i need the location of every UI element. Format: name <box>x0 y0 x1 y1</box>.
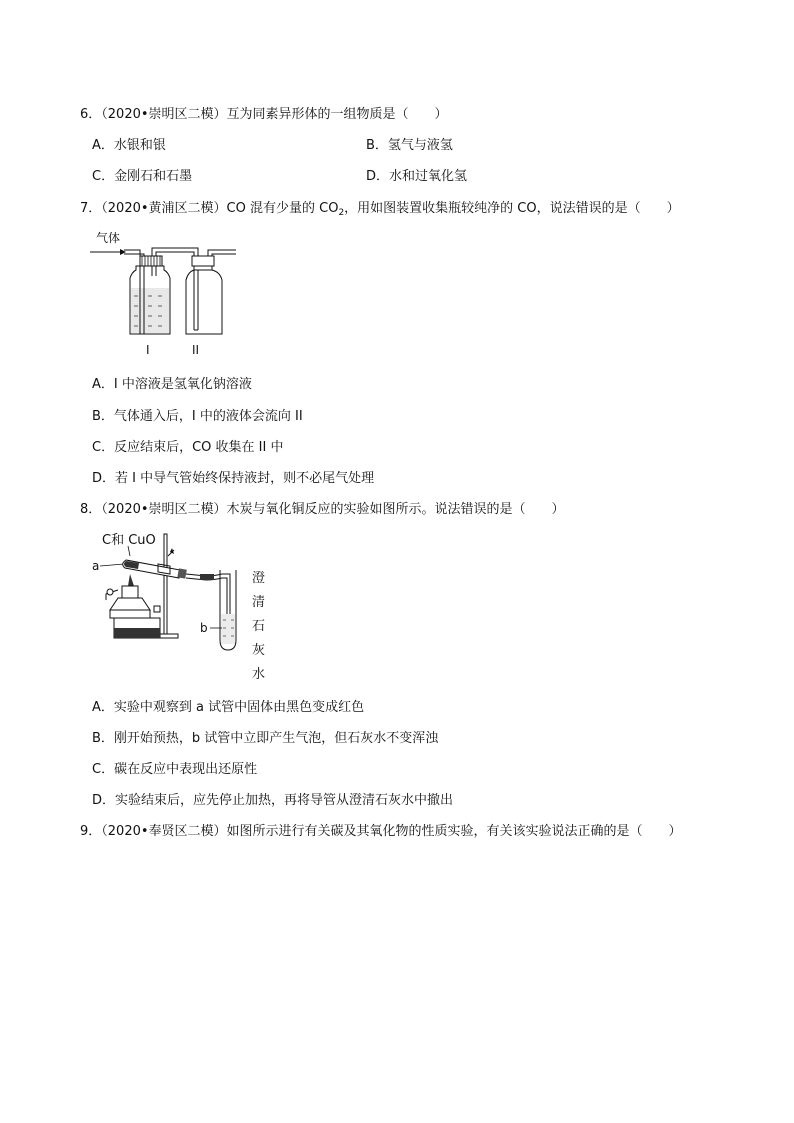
rubber-tube <box>200 574 214 580</box>
question-text: CO 混有少量的 CO <box>226 201 339 216</box>
question-8-stem <box>80 498 565 517</box>
question-text: 木炭与氧化铜反应的实验如图所示。说法错误的是（ ） <box>226 502 565 517</box>
bottle-i <box>130 256 170 334</box>
question-number: 9． <box>80 824 102 839</box>
gas-label: 气体 <box>96 231 121 245</box>
question-text: 如图所示进行有关碳及其氧化物的性质实验，有关该实验说法正确的是（ ） <box>226 824 682 839</box>
label-a: a <box>92 559 100 573</box>
question-7-stem <box>80 197 680 218</box>
question-source: （2020•崇明区二模） <box>101 502 227 517</box>
carbon-copper-oxide-apparatus-figure <box>88 530 278 680</box>
question-8-option-d[interactable]: D．实验结束后，应先停止加热，再将导管从澄清石灰水中撤出 <box>92 793 454 808</box>
alcohol-lamp <box>106 574 160 638</box>
question-7-option-d[interactable]: D．若 I 中导气管始终保持液封，则不必尾气处理 <box>92 471 375 486</box>
label-b: b <box>200 621 208 635</box>
question-8-option-c[interactable]: C．碳在反应中表现出还原性 <box>92 762 258 777</box>
question-8-option-b[interactable]: B．刚开始预热，b 试管中立即产生气泡，但石灰水不变浑浊 <box>92 731 439 746</box>
question-number: 7． <box>80 201 102 216</box>
limewater-char-1: 澄 <box>252 571 266 586</box>
question-text-cont: ，用如图装置收集瓶较纯净的 CO，说法错误的是（ ） <box>344 201 680 216</box>
question-text: 互为同素异形体的一组物质是（ ） <box>226 107 448 122</box>
test-tube-b <box>220 570 236 650</box>
question-9-stem <box>80 820 682 839</box>
question-6-option-a[interactable]: A．水银和银 <box>92 138 166 153</box>
limewater-char-4: 灰 <box>252 643 266 658</box>
bottle-i-label: I <box>146 343 150 357</box>
question-7-option-c[interactable]: C．反应结束后，CO 收集在 II 中 <box>92 440 284 455</box>
subscript-2: 2 <box>338 208 345 218</box>
limewater-char-2: 清 <box>252 595 266 610</box>
bottle-ii <box>186 256 222 334</box>
question-number: 6． <box>80 107 102 122</box>
question-8-option-a[interactable]: A．实验中观察到 a 试管中固体由黑色变成红色 <box>92 700 365 715</box>
question-7-option-b[interactable]: B．气体通入后，I 中的液体会流向 II <box>92 409 303 424</box>
test-tube-a <box>123 560 187 579</box>
question-source: （2020•崇明区二模） <box>101 107 227 122</box>
question-6-option-b[interactable]: B．氢气与液氢 <box>366 138 453 153</box>
bottle-ii-label: II <box>192 343 200 357</box>
question-6-option-c[interactable]: C．金刚石和石墨 <box>92 169 193 184</box>
question-source: （2020•奉贤区二模） <box>101 824 227 839</box>
reactant-label: C和 CuO <box>102 533 156 548</box>
limewater-char-5: 水 <box>252 667 266 680</box>
question-6-option-d[interactable]: D．水和过氧化氢 <box>366 169 468 184</box>
question-6-stem <box>80 103 448 122</box>
question-number: 8． <box>80 502 102 517</box>
limewater-char-3: 石 <box>252 619 266 634</box>
gas-wash-bottles-figure <box>88 226 248 361</box>
question-7-option-a[interactable]: A．I 中溶液是氢氧化钠溶液 <box>92 377 252 392</box>
question-source: （2020•黄浦区二模） <box>101 201 227 216</box>
